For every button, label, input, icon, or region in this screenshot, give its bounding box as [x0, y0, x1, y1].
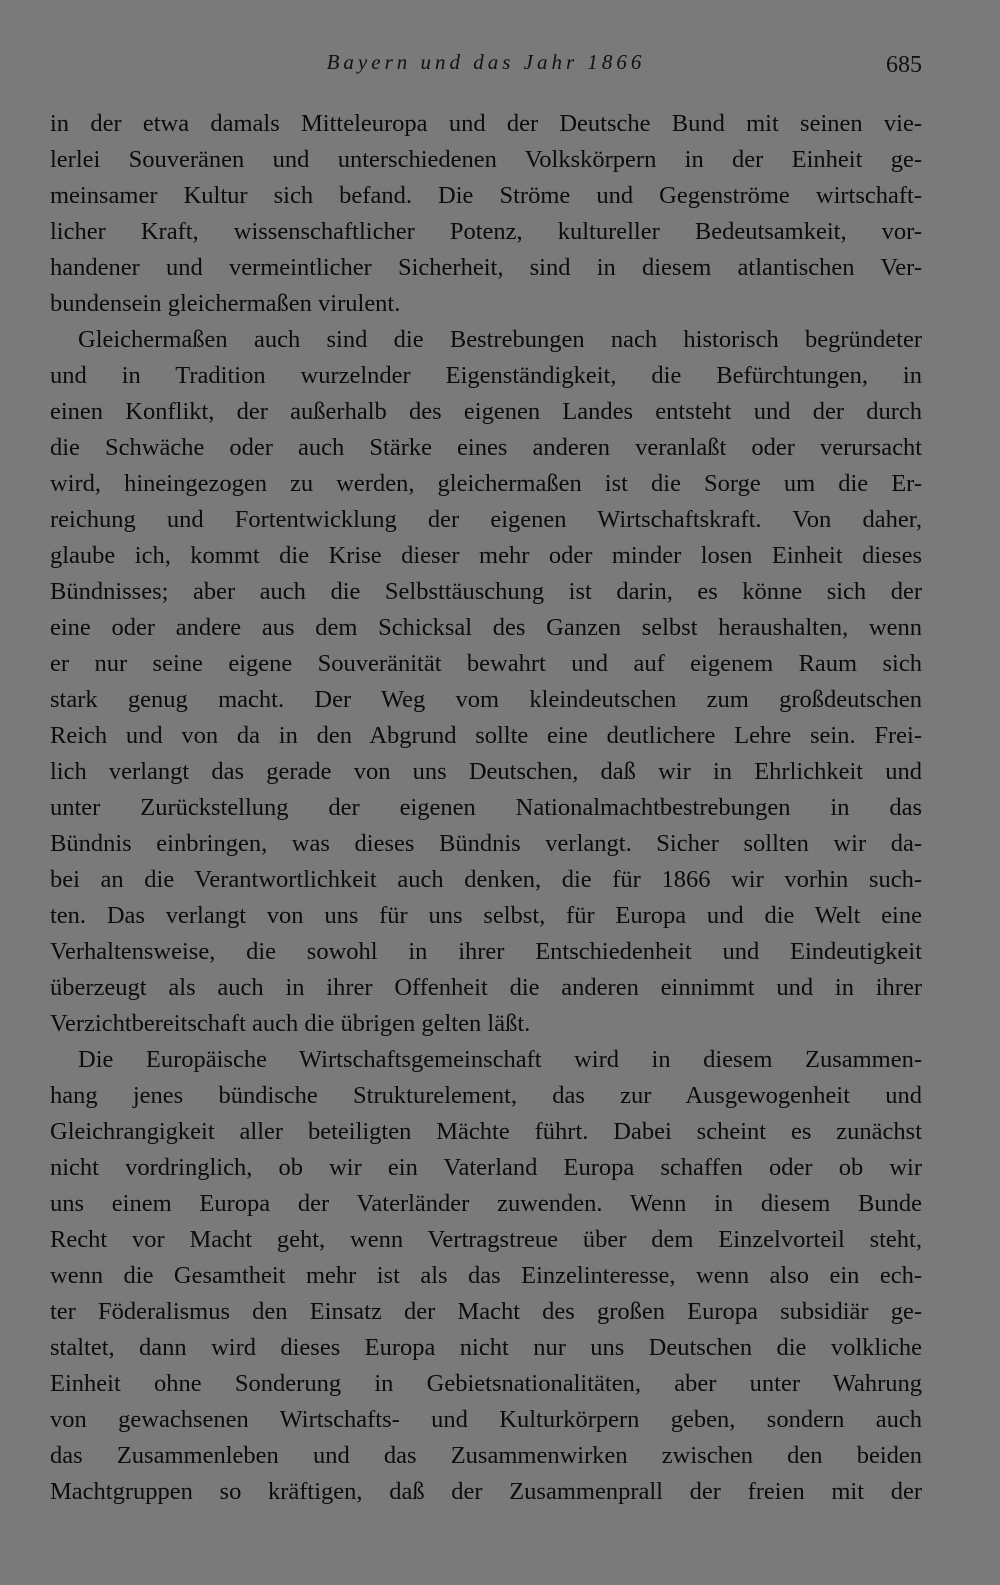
text-line: hang jenes bündische Strukturelement, das zur Ausgewogenheit und	[50, 1082, 922, 1109]
page-number: 685	[886, 52, 922, 78]
text-line: bei an die Verantwortlichkeit auch denken, die für 1866 wir vorhin such-	[50, 866, 922, 893]
text-line: handener und vermeintlicher Sicherheit, sind in diesem atlantischen Ver-	[50, 254, 922, 281]
text-line: Gleichermaßen auch sind die Bestrebungen nach historisch begründeter	[78, 326, 922, 353]
text-line: ten. Das verlangt von uns für uns selbst, für Europa und die Welt eine	[50, 902, 922, 929]
text-line: Reich und von da in den Abgrund sollte eine deutlichere Lehre sein. Frei-	[50, 722, 922, 749]
text-line: überzeugt als auch in ihrer Offenheit die anderen einnimmt und in ihrer	[50, 974, 922, 1001]
text-line: und in Tradition wurzelnder Eigenständigkeit, die Befürchtungen, in	[50, 362, 922, 389]
text-line: wird, hineingezogen zu werden, gleichermaßen ist die Sorge um die Er-	[50, 470, 922, 497]
text-line: Machtgruppen so kräftigen, daß der Zusammenprall der freien mit der	[50, 1478, 922, 1505]
body-text	[50, 106, 922, 1510]
text-line: bundensein gleichermaßen virulent.	[50, 290, 401, 317]
text-line: Verzichtbereitschaft auch die übrigen gelten läßt.	[50, 1010, 531, 1037]
text-line: Recht vor Macht geht, wenn Vertragstreue über dem Einzelvorteil steht,	[50, 1226, 922, 1253]
text-line: nicht vordringlich, ob wir ein Vaterland Europa schaffen oder ob wir	[50, 1154, 922, 1181]
running-title: Bayern und das Jahr 1866	[326, 50, 646, 74]
text-line: reichung und Fortentwicklung der eigenen Wirtschaftskraft. Von daher,	[50, 506, 922, 533]
text-line: Verhaltensweise, die sowohl in ihrer Entschiedenheit und Eindeutigkeit	[50, 938, 922, 965]
text-line: lerlei Souveränen und unterschiedenen Volkskörpern in der Einheit ge-	[50, 146, 922, 173]
text-line: lich verlangt das gerade von uns Deutschen, daß wir in Ehrlichkeit und	[50, 758, 922, 785]
paragraph	[50, 106, 922, 322]
text-line: Einheit ohne Sonderung in Gebietsnationalitäten, aber unter Wahrung	[50, 1370, 922, 1397]
text-line: die Schwäche oder auch Stärke eines anderen veranlaßt oder verursacht	[50, 434, 922, 461]
text-line: meinsamer Kultur sich befand. Die Ströme und Gegenströme wirtschaft-	[50, 182, 922, 209]
paragraph	[50, 1042, 922, 1510]
text-line: Bündnisses; aber auch die Selbsttäuschung ist darin, es könne sich der	[50, 578, 922, 605]
text-line: Bündnis einbringen, was dieses Bündnis verlangt. Sicher sollten wir da-	[50, 830, 922, 857]
text-line: ter Föderalismus den Einsatz der Macht des großen Europa subsidiär ge-	[50, 1298, 922, 1325]
text-line: er nur seine eigene Souveränität bewahrt und auf eigenem Raum sich	[50, 650, 922, 677]
text-line: in der etwa damals Mitteleuropa und der Deutsche Bund mit seinen vie-	[50, 110, 922, 137]
text-line: wenn die Gesamtheit mehr ist als das Einzelinteresse, wenn also ein ech-	[50, 1262, 922, 1289]
text-line: Die Europäische Wirtschaftsgemeinschaft wird in diesem Zusammen-	[78, 1046, 922, 1073]
text-line: licher Kraft, wissenschaftlicher Potenz, kultureller Bedeutsamkeit, vor-	[50, 218, 922, 245]
text-line: glaube ich, kommt die Krise dieser mehr oder minder losen Einheit dieses	[50, 542, 922, 569]
paragraph	[50, 322, 922, 1042]
running-head	[50, 48, 922, 88]
text-line: Gleichrangigkeit aller beteiligten Mächte führt. Dabei scheint es zunächst	[50, 1118, 922, 1145]
text-line: von gewachsenen Wirtschafts- und Kulturkörpern geben, sondern auch	[50, 1406, 922, 1433]
text-line: stark genug macht. Der Weg vom kleindeutschen zum großdeutschen	[50, 686, 922, 713]
text-line: staltet, dann wird dieses Europa nicht nur uns Deutschen die volkliche	[50, 1334, 922, 1361]
text-line: einen Konflikt, der außerhalb des eigenen Landes entsteht und der durch	[50, 398, 922, 425]
text-line: eine oder andere aus dem Schicksal des Ganzen selbst heraushalten, wenn	[50, 614, 922, 641]
text-line: uns einem Europa der Vaterländer zuwenden. Wenn in diesem Bunde	[50, 1190, 922, 1217]
text-line: das Zusammenleben und das Zusammenwirken zwischen den beiden	[50, 1442, 922, 1469]
text-line: unter Zurückstellung der eigenen Nationalmachtbestrebungen in das	[50, 794, 922, 821]
